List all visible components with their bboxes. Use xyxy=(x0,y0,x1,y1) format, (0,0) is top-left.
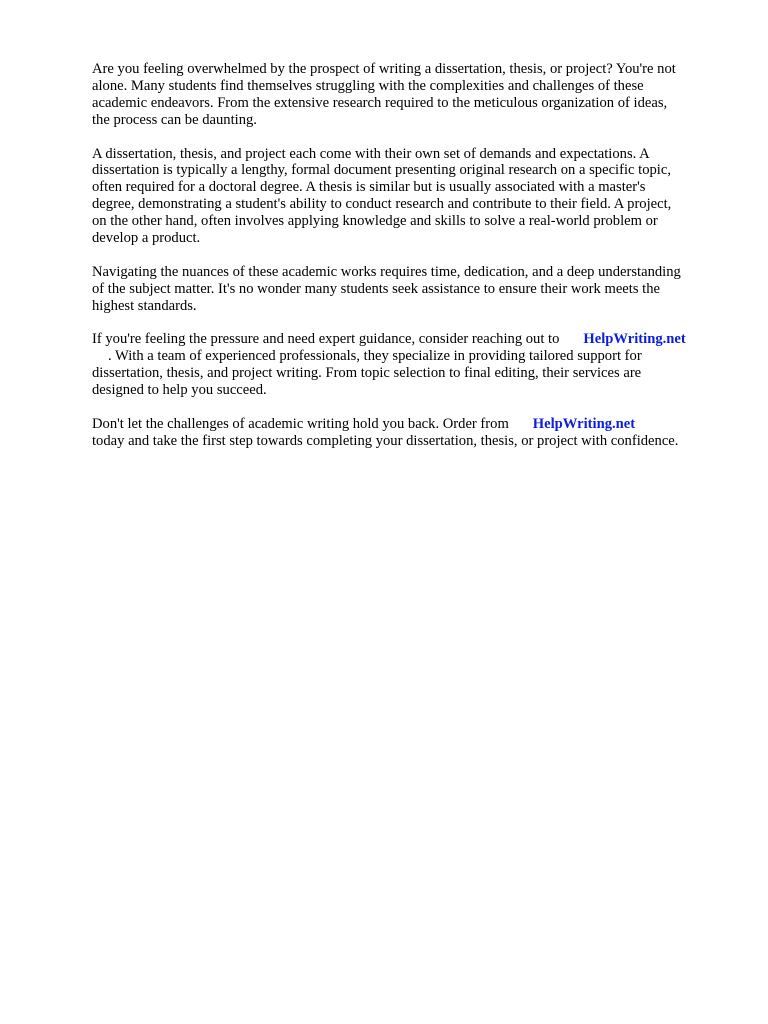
paragraph-guidance xyxy=(92,331,732,399)
text-line xyxy=(92,416,732,433)
text-line: today and take the first step towards completing your dissertation, thesis, or project with confidence. xyxy=(92,432,679,449)
text-line: academic endeavors. From the extensive research required to the meticulous organization of ideas, xyxy=(92,94,668,111)
text-line: often required for a doctoral degree. A thesis is similar but is usually associated with a master's xyxy=(92,179,646,196)
text-line: Are you feeling overwhelmed by the prospect of writing a dissertation, thesis, or project? You're not xyxy=(92,61,676,77)
text-line: develop a product. xyxy=(92,230,201,247)
document-body xyxy=(92,61,732,467)
text-line: highest standards. xyxy=(92,297,197,314)
helpwriting-link[interactable]: HelpWriting.net xyxy=(532,415,636,432)
text-line: dissertation is typically a lengthy, formal document presenting original research on a specific topic, xyxy=(92,162,671,179)
text-line: Navigating the nuances of these academic works requires time, dedication, and a deep understanding xyxy=(92,263,681,280)
text-line: of the subject matter. It's no wonder many students seek assistance to ensure their work meets the xyxy=(92,280,660,297)
text-line: dissertation, thesis, and project writing. From topic selection to final editing, their services are xyxy=(92,365,642,382)
text-line: . With a team of experienced professionals, they specialize in providing tailored support for xyxy=(108,348,642,365)
paragraph-definitions xyxy=(92,146,732,247)
text-line: on the other hand, often involves applying knowledge and skills to solve a real-world problem or xyxy=(92,213,658,230)
text-segment: Don't let the challenges of academic writing hold you back. Order from xyxy=(92,415,509,432)
text-line: alone. Many students find themselves struggling with the complexities and challenges of these xyxy=(92,77,644,94)
text-line: designed to help you succeed. xyxy=(92,382,267,399)
text-line: the process can be daunting. xyxy=(92,111,257,128)
helpwriting-link[interactable]: HelpWriting.net xyxy=(583,331,686,348)
text-line xyxy=(92,331,732,348)
text-line: A dissertation, thesis, and project each come with their own set of demands and expectations. A xyxy=(92,145,650,162)
paragraph-intro xyxy=(92,61,732,129)
text-line: degree, demonstrating a student's ability to conduct research and contribute to their field. A project, xyxy=(92,196,672,213)
paragraph-call-to-action xyxy=(92,416,732,450)
paragraph-nuances xyxy=(92,264,732,315)
text-segment: If you're feeling the pressure and need expert guidance, consider reaching out to xyxy=(92,331,560,348)
